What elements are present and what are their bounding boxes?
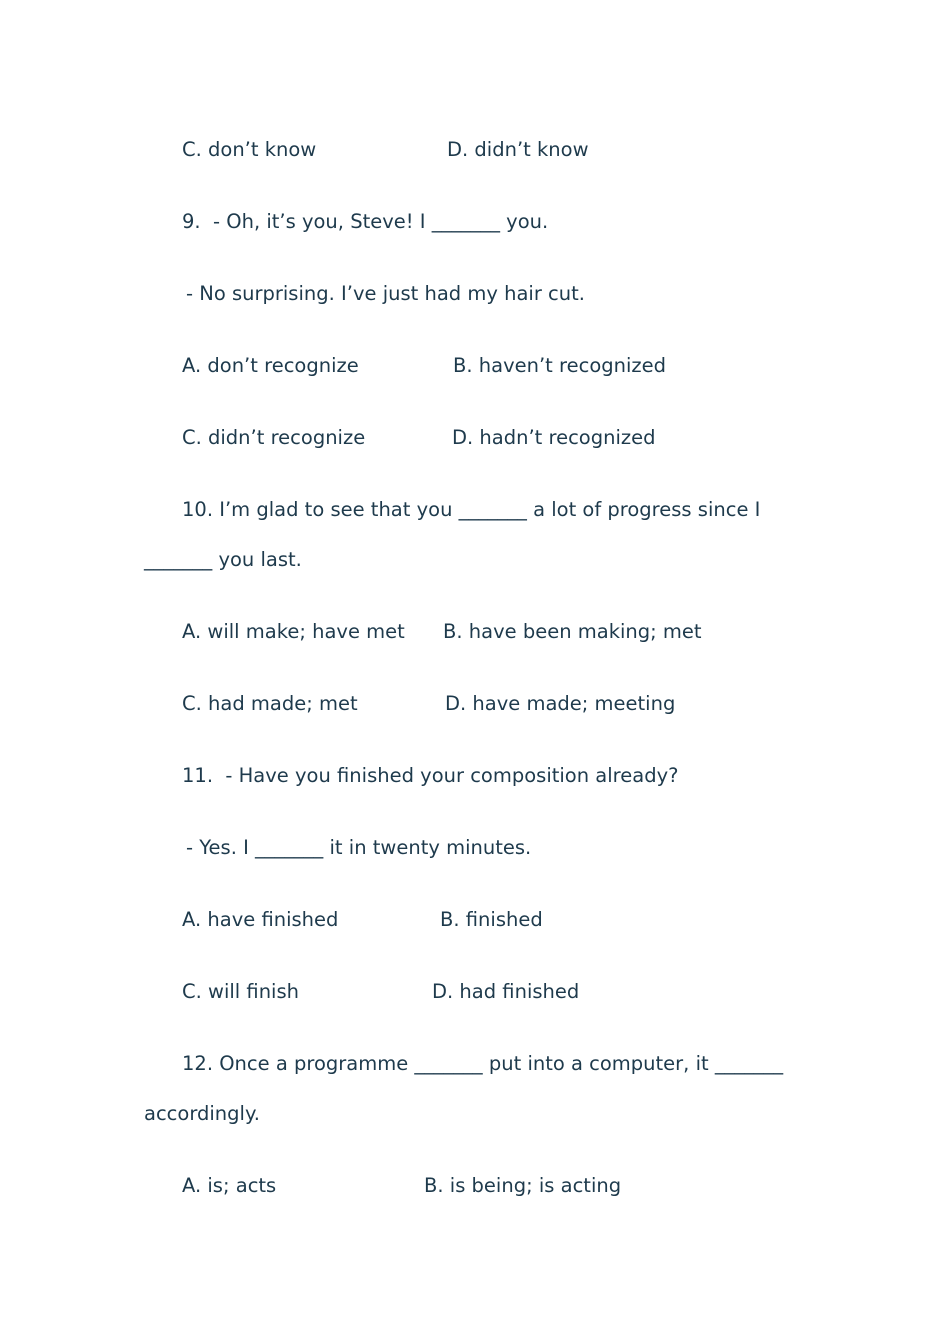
option-b-q9: B. haven’t recognized xyxy=(453,354,667,377)
option-c-q8: C. don’t know xyxy=(182,138,317,161)
question-11: 11. - Have you finished your composition already? xyxy=(182,764,679,787)
option-a-q11: A. have finished xyxy=(182,908,339,931)
question-10-continued: _______ you last. xyxy=(144,548,302,571)
question-11-reply: - Yes. I _______ it in twenty minutes. xyxy=(186,836,532,859)
option-d-q11: D. had finished xyxy=(432,980,580,1003)
question-9-reply: - No surprising. I’ve just had my hair cut. xyxy=(186,282,585,305)
question-10: 10. I’m glad to see that you _______ a lot of progress since I xyxy=(182,498,761,521)
option-d-q10: D. have made; meeting xyxy=(445,692,676,715)
option-b-q12: B. is being; is acting xyxy=(424,1174,622,1197)
option-d-q9: D. hadn’t recognized xyxy=(452,426,656,449)
question-12: 12. Once a programme _______ put into a computer, it _______ xyxy=(182,1052,784,1075)
option-a-q12: A. is; acts xyxy=(182,1174,277,1197)
question-12-continued: accordingly. xyxy=(144,1102,260,1125)
option-c-q11: C. will finish xyxy=(182,980,299,1003)
option-b-q11: B. finished xyxy=(440,908,543,931)
option-c-q10: C. had made; met xyxy=(182,692,358,715)
option-d-q8: D. didn’t know xyxy=(447,138,589,161)
option-b-q10: B. have been making; met xyxy=(443,620,702,643)
option-c-q9: C. didn’t recognize xyxy=(182,426,366,449)
option-a-q10: A. will make; have met xyxy=(182,620,405,643)
question-9: 9. - Oh, it’s you, Steve! I _______ you. xyxy=(182,210,549,233)
option-a-q9: A. don’t recognize xyxy=(182,354,359,377)
